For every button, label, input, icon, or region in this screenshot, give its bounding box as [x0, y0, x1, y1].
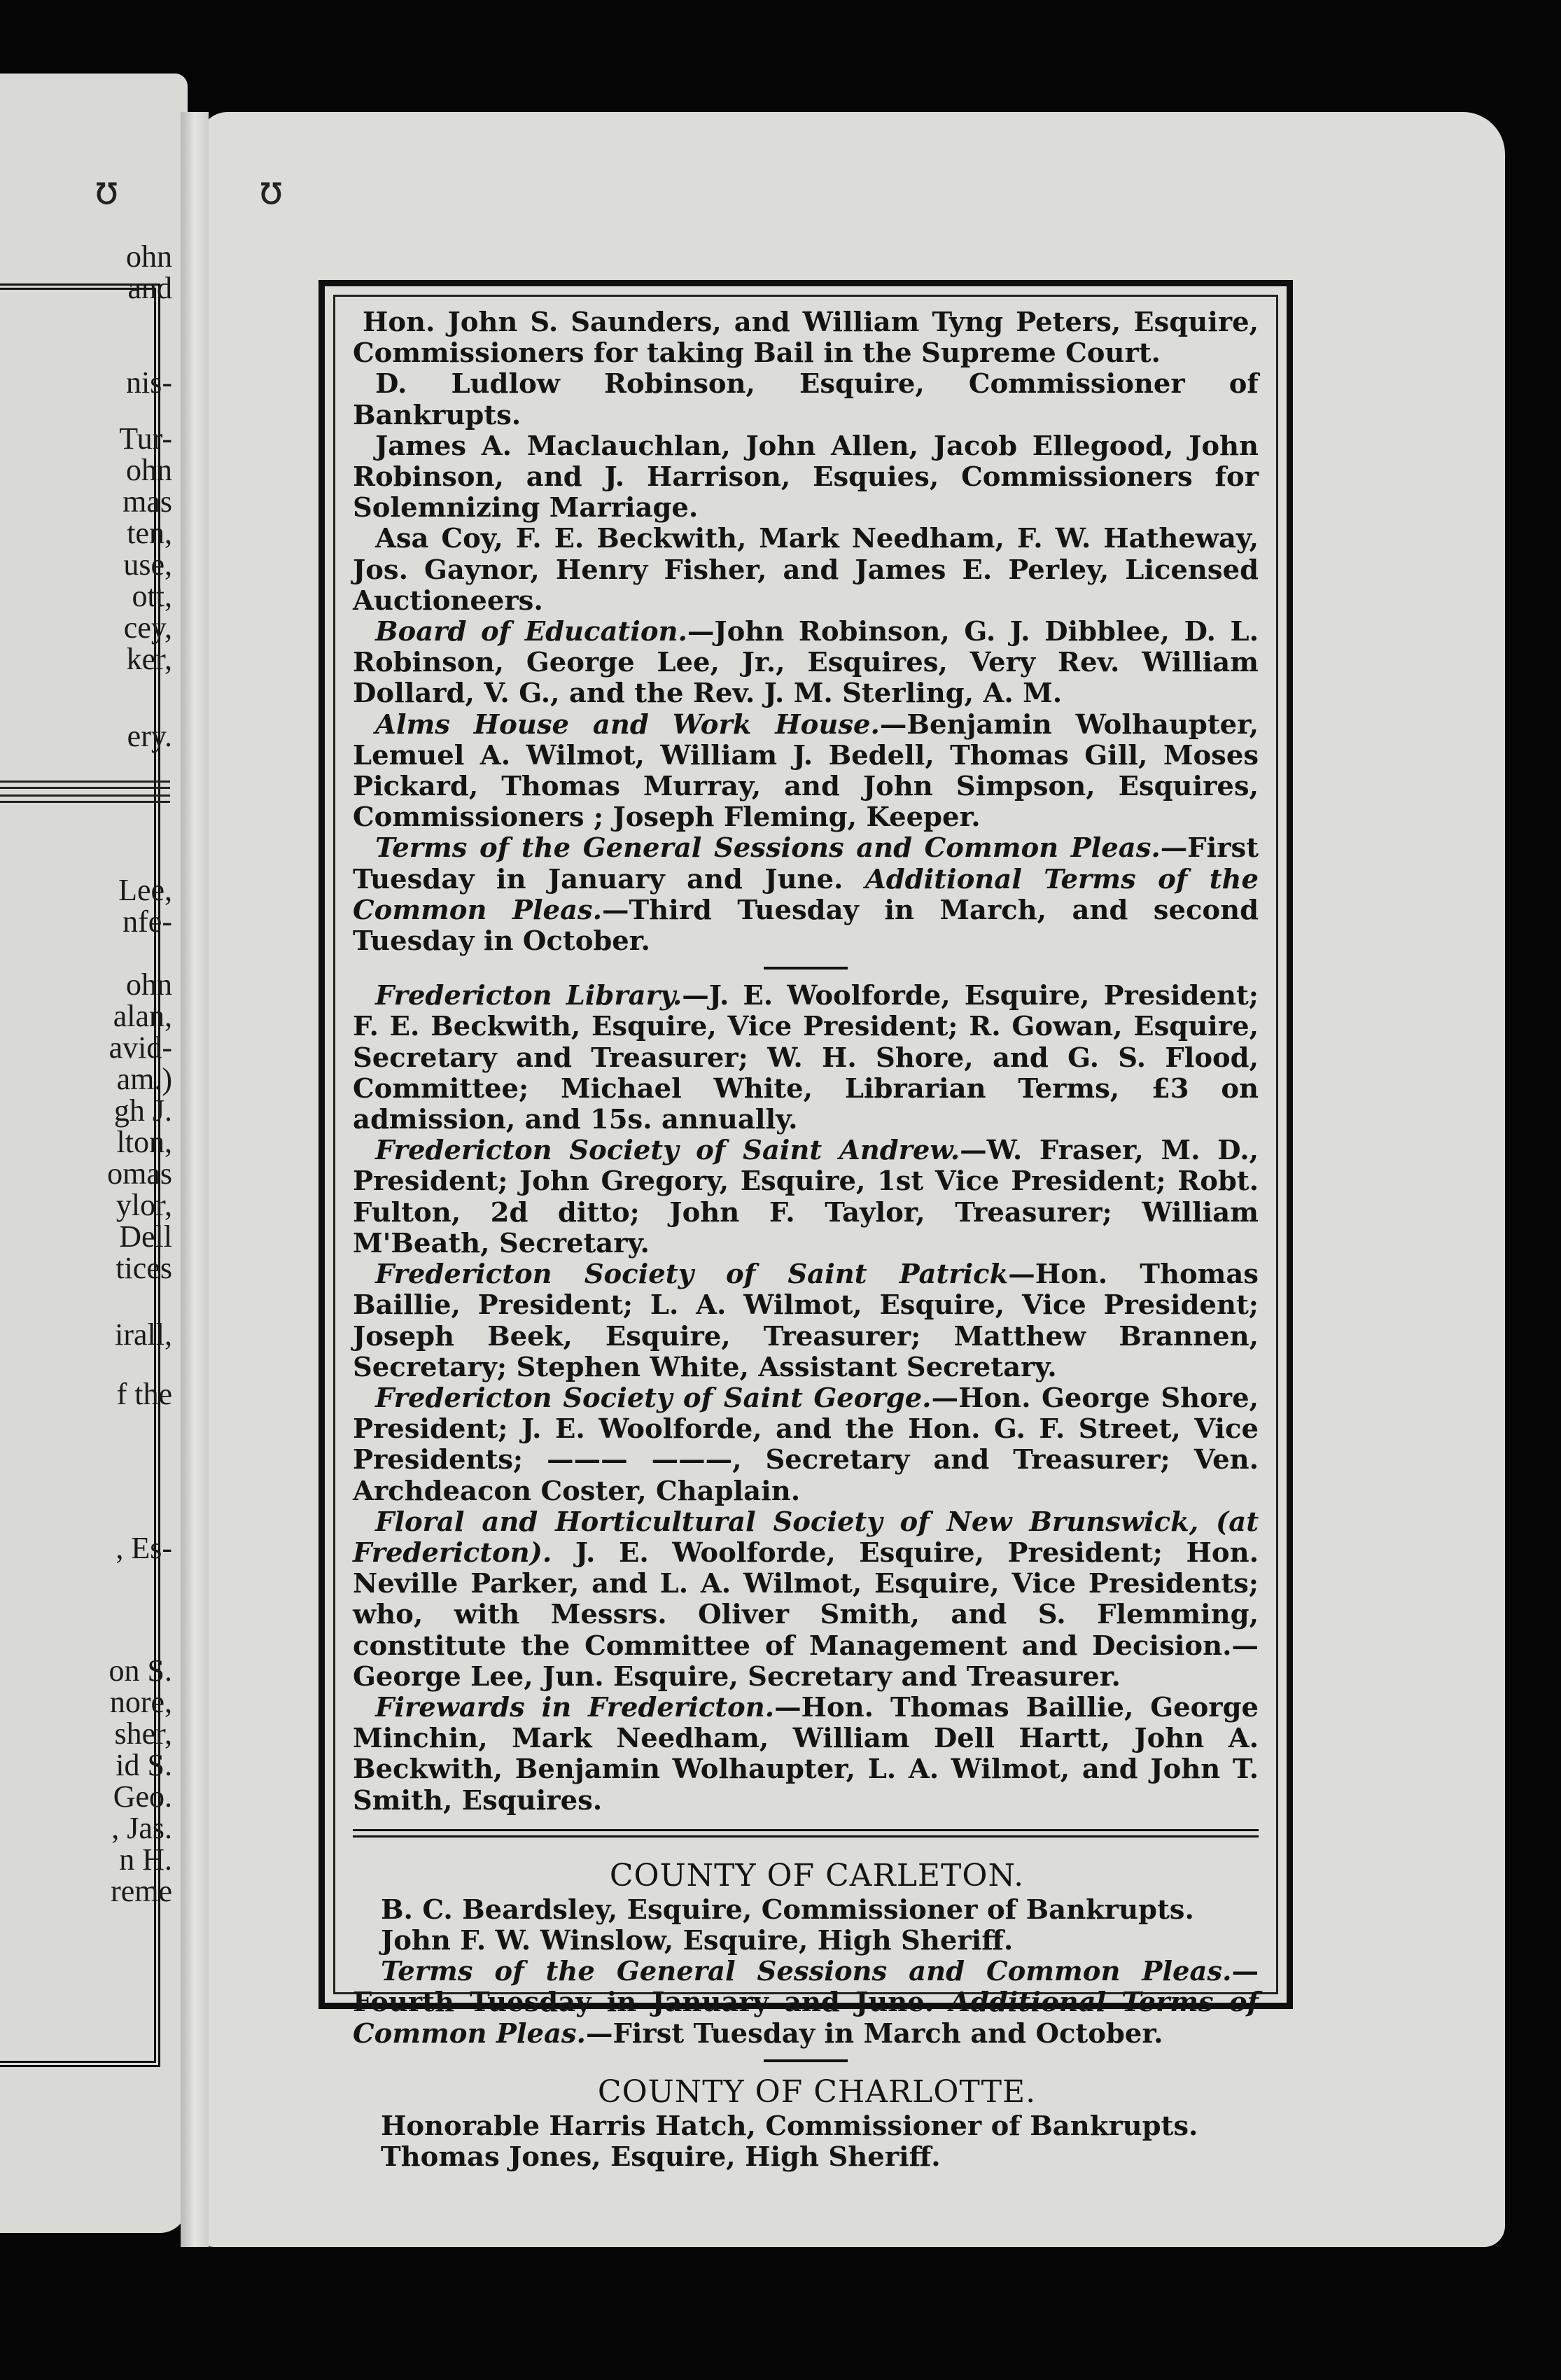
paragraph-board-of-education: Board of Education.—John Robinson, G. J. Dibblee, D. L. Robinson, George Lee, Jr., Esquires, Very Rev. William Dollard, V. G., and the Rev. J. M. Sterling, A. M. — [353, 616, 1259, 710]
charlotte-high-sheriff: Thomas Jones, Esquire, High Sheriff. — [381, 2141, 941, 2173]
left-page-text-fragment: ohn — [126, 967, 172, 1002]
left-page-text-fragment: sher, — [114, 1716, 172, 1751]
paragraph-marriage-commissioners: James A. Maclauchlan, John Allen, Jacob Ellegood, John Robinson, and J. Harrison, Esquies, Commissioners for Solemnizing Marriage. — [353, 430, 1259, 524]
carleton-bankrupts-commissioner: B. C. Beardsley, Esquire, Commissioner of Bankrupts. — [381, 1893, 1194, 1926]
left-page-text-fragment: f the — [116, 1377, 172, 1411]
section-divider — [764, 967, 848, 969]
county-divider — [353, 1829, 1259, 1837]
left-page-text-fragment: irall, — [115, 1317, 172, 1352]
left-page-text-fragment: mas — [122, 484, 172, 519]
left-page-text-fragment: nore, — [109, 1685, 172, 1719]
left-page-text-fragment: and — [127, 271, 172, 305]
paragraph-firewards: Firewards in Fredericton.—Hon. Thomas Baillie, George Minchin, Mark Needham, William Dell Hartt, John A. Beckwith, Benjamin Wolhaupter, L. A. Wilmot, and John T. Smith, Esquires. — [353, 1691, 1259, 1816]
county-short-divider — [764, 2059, 848, 2062]
left-page-text-fragment: Geo. — [113, 1779, 172, 1814]
left-page-text-fragment: gh J. — [113, 1093, 172, 1128]
left-page-text-fragment: am.) — [116, 1062, 172, 1096]
left-page-text-fragment: on S. — [108, 1653, 172, 1688]
left-page-text-fragment: ohn — [126, 453, 172, 487]
left-page-separator — [0, 780, 170, 789]
left-page — [0, 74, 188, 2233]
carleton-high-sheriff: John F. W. Winslow, Esquire, High Sheriff. — [381, 1924, 1014, 1956]
left-page-text-fragment: Tur- — [119, 421, 172, 456]
page-fold — [181, 112, 209, 2247]
left-page-text-fragment: omas — [107, 1156, 172, 1191]
paragraph-terms-sessions: Terms of the General Sessions and Common Pleas.—First Tuesday in January and June. Additional Terms of the Common Pleas.—Third Tuesday in March, and second Tuesday in October. — [353, 832, 1259, 958]
left-page-text-fragment: ten, — [127, 516, 172, 550]
left-page-text-fragment: alan, — [113, 999, 172, 1033]
left-page-text-fragment: ylor, — [115, 1188, 172, 1222]
left-page-text-fragment: ker, — [126, 642, 172, 676]
left-page-text-fragment: ott, — [132, 579, 172, 613]
paragraph-saint-george: Fredericton Society of Saint George.—Hon. George Shore, President; J. E. Woolforde, and the Hon. G. F. Street, Vice Presidents; ——— ———, Secretary and Treasurer; Ven. Archdeacon Coster, Chaplain. — [353, 1382, 1259, 1507]
left-page-text-fragment: nfe- — [122, 904, 172, 939]
left-page-text-fragment: , Es- — [115, 1531, 172, 1565]
paragraph-saint-patrick: Fredericton Society of Saint Patrick—Hon. Thomas Baillie, President; L. A. Wilmot, Esquire, Vice President; Joseph Beek, Esquire, Treasurer; Matthew Brannen, Secretary; Stephen White, Assistant Secretary. — [353, 1259, 1259, 1383]
right-ornament-icon: ʊ — [259, 168, 284, 214]
left-page-text-fragment: avid- — [108, 1030, 172, 1065]
left-page-text-fragment: reme — [111, 1874, 172, 1908]
left-page-text-fragment: id S. — [115, 1748, 172, 1782]
carleton-terms: Terms of the General Sessions and Common Pleas.—Fourth Tuesday in January and June. Additional Terms of Common Pleas.—First Tuesday in March and October. — [353, 1956, 1259, 2050]
charlotte-bankrupts-commissioner: Honorable Harris Hatch, Commissioner of Bankrupts. — [381, 2110, 1198, 2142]
left-page-text-fragment: Lee, — [118, 873, 172, 907]
paragraph-auctioneers: Asa Coy, F. E. Beckwith, Mark Needham, F. W. Hatheway, Jos. Gaynor, Henry Fisher, and James E. Perley, Licensed Auctioneers. — [353, 523, 1259, 617]
left-page-text-fragment: tices — [115, 1251, 172, 1285]
left-page-text-fragment: nis- — [126, 365, 172, 400]
paragraph-bankrupts-commissioner: D. Ludlow Robinson, Esquire, Commissioner of Bankrupts. — [353, 368, 1259, 431]
left-page-text-fragment: ohn — [126, 239, 172, 274]
text-frame — [318, 280, 1293, 2173]
left-page-text-fragment: n H. — [119, 1842, 172, 1877]
heading-county-charlotte: COUNTY OF CHARLOTTE. — [597, 2073, 1037, 2110]
left-page-text-fragment: use, — [123, 547, 172, 582]
paragraph-bail-commissioners: Hon. John S. Saunders, and William Tyng Peters, Esquire, Commissioners for taking Bail in the Supreme Court. — [353, 307, 1259, 370]
left-ornament-icon: ʊ — [94, 168, 119, 214]
paragraph-fredericton-library: Fredericton Library.—J. E. Woolforde, Esquire, President; F. E. Beckwith, Esquire, Vice President; R. Gowan, Esquire, Secretary and Treasurer; W. H. Shore, and G. S. Flood, Committee; Michael White, Librarian Terms, £3 on admission, and 15s. annually. — [353, 980, 1259, 1136]
left-page-text-fragment: Dell — [119, 1219, 172, 1254]
left-page-text-fragment: ery. — [127, 719, 172, 753]
left-page-text-fragment: , Jas. — [111, 1811, 172, 1845]
left-page-text-fragment: lton, — [116, 1125, 172, 1159]
paragraph-saint-andrew: Fredericton Society of Saint Andrew.—W. Fraser, M. D., President; John Gregory, Esquire, 1st Vice President; Robt. Fulton, 2d ditto; John F. Taylor, Treasurer; William M'Beath, Secretary. — [353, 1135, 1259, 1259]
paragraph-alms-house: Alms House and Work House.—Benjamin Wolhaupter, Lemuel A. Wilmot, William J. Bedell, Thomas Gill, Moses Pickard, Thomas Murray, and John Simpson, Esquires, Commissioners ; Joseph Fleming, Keeper. — [353, 708, 1259, 834]
paragraph-floral-society: Floral and Horticultural Society of New Brunswick, (at Fredericton). J. E. Woolforde, Esquire, President; Hon. Neville Parker, and L. A. Wilmot, Esquire, Vice Presidents; who, with Messrs. Oliver Smith, and S. Flemming, constitute the Committee of Management and Decision.—George Lee, Jun. Esquire, Secretary and Treasurer. — [353, 1506, 1259, 1693]
left-page-separator — [0, 794, 170, 803]
left-page-text-fragment: cey, — [123, 610, 172, 645]
heading-county-carleton: COUNTY OF CARLETON. — [609, 1857, 1025, 1893]
page-content — [353, 307, 1259, 2173]
